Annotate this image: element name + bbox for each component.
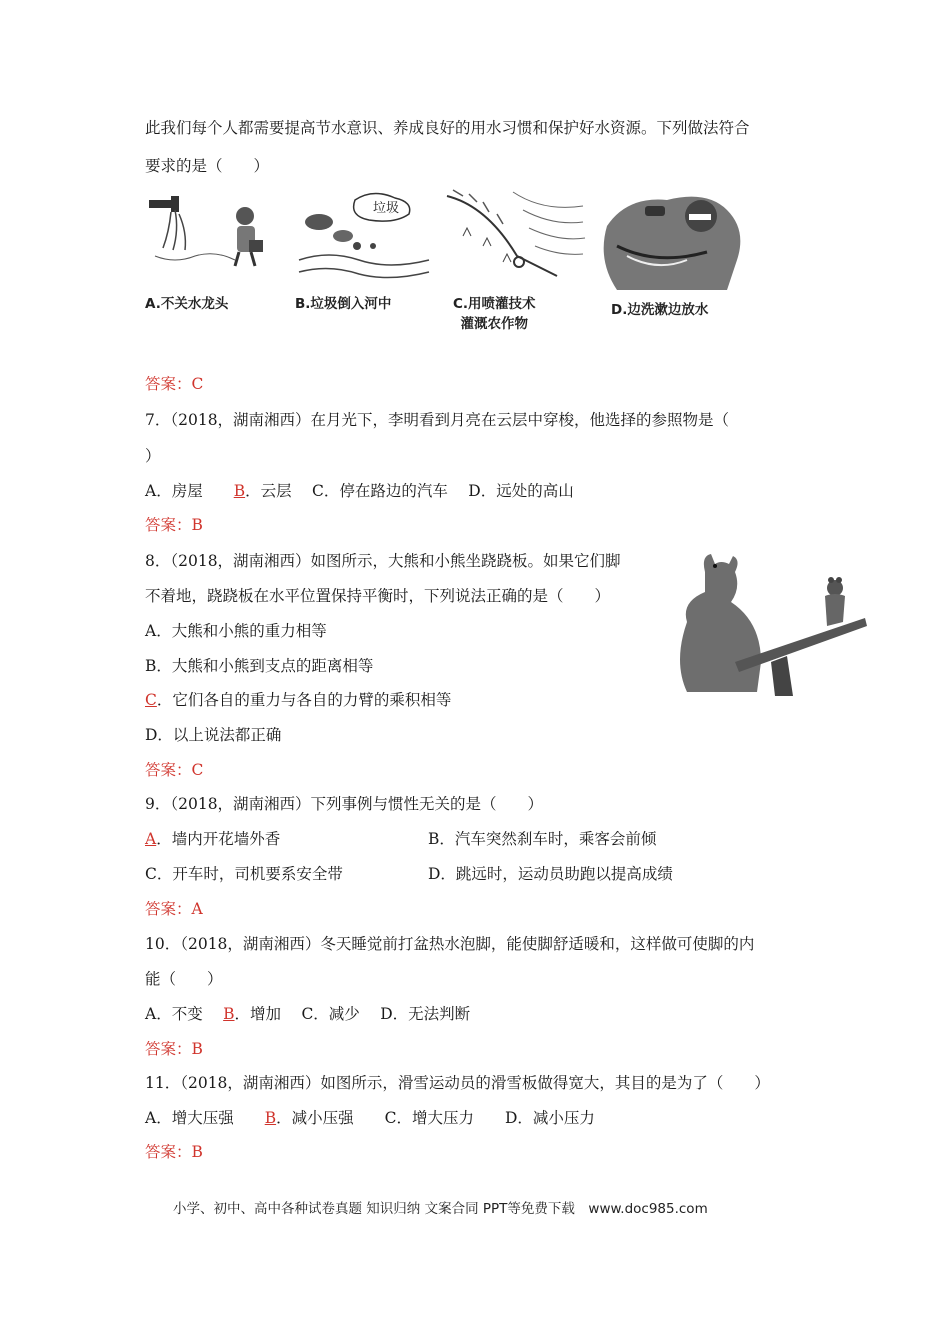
seesaw-bears-illustration (675, 552, 875, 697)
q7-stem-line1: 7．（2018，湖南湘西）在月光下，李明看到月亮在云层中穿梭，他选择的参照物是（ (145, 411, 730, 429)
q8-option-a: A．大熊和小熊的重力相等 (145, 622, 327, 640)
q11-answer: 答案：B (145, 1143, 203, 1161)
q11-option-a: A．增大压强 (145, 1109, 265, 1127)
q6-stem-line2: 要求的是（ ） (145, 157, 270, 175)
caption-d: D.边洗漱边放水 (611, 302, 709, 318)
garbage-sign-text: 垃圾 (373, 201, 400, 216)
q8-answer: 答案：C (145, 761, 204, 779)
caption-a: A.不关水龙头 (145, 296, 229, 312)
washing-illustration (597, 186, 757, 296)
q10-stem-line2: 能（ ） (145, 970, 223, 988)
q9-option-d: D．跳远时，运动员助跑以提高成绩 (428, 865, 673, 883)
q9-option-c: C．开车时，司机要系安全带 (145, 865, 343, 883)
q8-option-b: B．大熊和小熊到支点的距离相等 (145, 657, 374, 675)
garbage-river-illustration (295, 186, 435, 286)
q6-stem-line1: 此我们每个人都需要提高节水意识、养成良好的用水习惯和保护好水资源。下列做法符合 (145, 119, 750, 137)
sprinkler-irrigation-illustration (443, 186, 588, 286)
caption-c-line1: C.用喷灌技术 (453, 296, 536, 312)
q8-stem-line2: 不着地，跷跷板在水平位置保持平衡时，下列说法正确的是（ ） (145, 587, 611, 605)
q7-option-b-letter: B (233, 482, 246, 500)
q10-options (145, 1004, 470, 1024)
q10-option-b-letter: B (223, 1005, 235, 1023)
q7-option-rest: ．云层 C．停在路边的汽车 D．远处的高山 (245, 482, 574, 500)
q8-option-c (145, 690, 451, 710)
faucet-illustration (145, 186, 285, 286)
q8-option-c-text: ．它们各自的重力与各自的力臂的乘积相等 (156, 691, 452, 709)
q7-option-a: A．房屋 (145, 482, 234, 500)
q9-answer: 答案：A (145, 900, 203, 918)
q10-option-a: A．不变 (145, 1005, 224, 1023)
q7-stem-line2: ） (145, 447, 161, 465)
q9-stem: 9．（2018，湖南湘西）下列事例与惯性无关的是（ ） (145, 795, 544, 813)
q10-stem-line1: 10．（2018，湖南湘西）冬天睡觉前打盆热水泡脚，能使脚舒适暖和，这样做可使脚的内 (145, 935, 755, 953)
q9-option-a-letter: A (145, 830, 157, 848)
caption-c-line2: 灌溉农作物 (460, 316, 529, 332)
q10-option-rest: ．增加 C．减少 D．无法判断 (234, 1005, 471, 1023)
q9-option-a (145, 829, 280, 849)
q11-option-b-letter: B (264, 1109, 277, 1127)
caption-c (453, 294, 536, 334)
page-footer: 小学、初中、高中各种试卷真题 知识归纳 文案合同 PPT等免费下载 www.doc985.com (173, 1201, 708, 1217)
q8-stem-line1: 8．（2018，湖南湘西）如图所示，大熊和小熊坐跷跷板。如果它们脚 (145, 552, 621, 570)
q11-option-rest: ．减小压强 C．增大压力 D．减小压力 (276, 1109, 595, 1127)
q8-option-d: D．以上说法都正确 (145, 726, 282, 744)
q11-options (145, 1108, 595, 1128)
q9-option-b: B．汽车突然刹车时，乘客会前倾 (428, 830, 657, 848)
q10-answer: 答案：B (145, 1040, 203, 1058)
q9-option-a-text: ．墙内开花墙外香 (156, 830, 281, 848)
caption-b: B.垃圾倒入河中 (295, 296, 392, 312)
q6-answer: 答案：C (145, 375, 204, 393)
q7-answer: 答案：B (145, 516, 203, 534)
q11-stem: 11．（2018，湖南湘西）如图所示，滑雪运动员的滑雪板做得宽大，其目的是为了（ ） (145, 1074, 770, 1092)
q8-option-c-letter: C (145, 691, 157, 709)
q6-illustrations (145, 186, 765, 346)
q7-options (145, 481, 574, 501)
